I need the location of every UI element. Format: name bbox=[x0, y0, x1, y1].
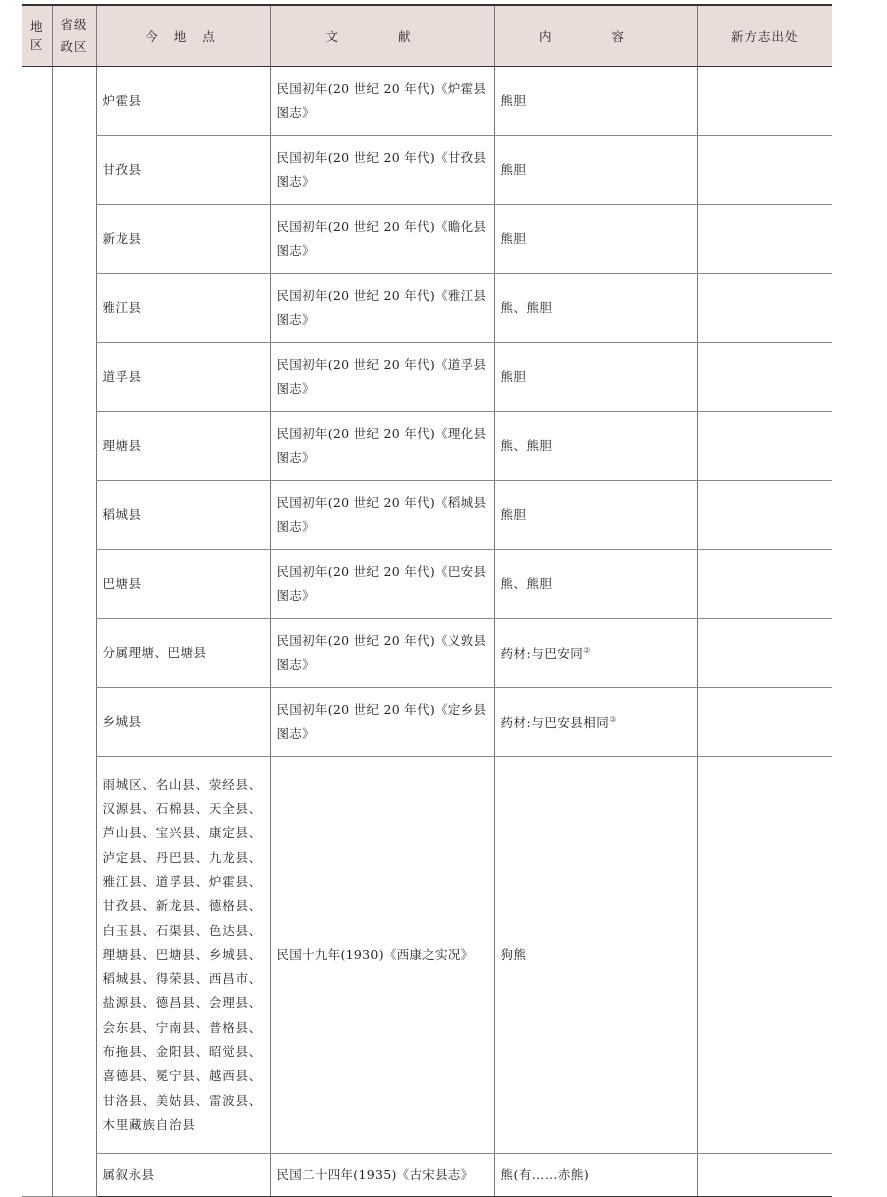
literature-cell: 民国初年(20 世纪 20 年代)《定乡县图志》 bbox=[270, 688, 494, 757]
place-line: 稻城县、得荣县、西昌市、 bbox=[102, 971, 263, 987]
header-place bbox=[96, 5, 270, 67]
region-cell bbox=[22, 67, 52, 1197]
header-region bbox=[22, 5, 52, 67]
content-cell bbox=[494, 274, 697, 343]
literature-cell: 民国初年(20 世纪 20 年代)《道孚县图志》 bbox=[270, 343, 494, 412]
header-literature bbox=[270, 5, 494, 67]
literature-cell: 民国初年(20 世纪 20 年代)《理化县图志》 bbox=[270, 412, 494, 481]
table-row bbox=[22, 1154, 832, 1197]
place-cell: 雅江县 bbox=[96, 274, 270, 343]
new-gazetteer-cell bbox=[697, 1154, 832, 1197]
literature-cell: 民国初年(20 世纪 20 年代)《雅江县图志》 bbox=[270, 274, 494, 343]
content-text: 药材:与巴安同 bbox=[500, 646, 584, 662]
content-text: 熊、熊胆 bbox=[500, 438, 553, 453]
header-content bbox=[494, 5, 697, 67]
content-cell bbox=[494, 619, 697, 688]
content-text: 熊胆 bbox=[500, 162, 527, 177]
place-line: 布拖县、金阳县、昭觉县、 bbox=[102, 1044, 263, 1060]
content-text: 熊胆 bbox=[500, 231, 527, 246]
table-row bbox=[22, 67, 832, 136]
literature-cell: 民国初年(20 世纪 20 年代)《巴安县图志》 bbox=[270, 550, 494, 619]
content-cell bbox=[494, 205, 697, 274]
place-line: 会东县、宁南县、普格县、 bbox=[102, 1019, 263, 1035]
place-line: 喜德县、冕宁县、越西县、 bbox=[102, 1068, 263, 1084]
gazetteer-table bbox=[22, 4, 832, 1197]
new-gazetteer-cell bbox=[697, 757, 832, 1154]
place-cell: 甘孜县 bbox=[96, 136, 270, 205]
content-text: 熊胆 bbox=[500, 369, 527, 384]
new-gazetteer-cell bbox=[697, 67, 832, 136]
place-cell: 新龙县 bbox=[96, 205, 270, 274]
content-cell bbox=[494, 481, 697, 550]
place-cell: 理塘县 bbox=[96, 412, 270, 481]
place-line: 雅江县、道孚县、炉霍县、 bbox=[102, 873, 263, 889]
table-row bbox=[22, 688, 832, 757]
content-text: 熊、熊胆 bbox=[500, 576, 553, 591]
place-line: 甘洛县、美姑县、雷波县、 bbox=[102, 1092, 263, 1108]
header-content-text: 内 容 bbox=[539, 28, 652, 44]
province-cell bbox=[52, 67, 96, 1197]
footnote-marker: ③ bbox=[609, 715, 617, 725]
literature-cell: 民国初年(20 世纪 20 年代)《义敦县图志》 bbox=[270, 619, 494, 688]
content-cell bbox=[494, 550, 697, 619]
new-gazetteer-cell bbox=[697, 481, 832, 550]
header-new-gazetteer-text: 新方志出处 bbox=[730, 28, 799, 44]
new-gazetteer-cell bbox=[697, 205, 832, 274]
header-province-line2: 政区 bbox=[60, 39, 88, 54]
new-gazetteer-cell bbox=[697, 412, 832, 481]
table-body bbox=[22, 67, 832, 1197]
content-cell bbox=[494, 67, 697, 136]
table-row bbox=[22, 412, 832, 481]
table-row bbox=[22, 274, 832, 343]
content-text: 熊胆 bbox=[500, 507, 527, 522]
header-literature-text: 文 献 bbox=[325, 28, 439, 44]
table-row bbox=[22, 757, 832, 1154]
header-region-line2: 区 bbox=[29, 37, 44, 52]
place-line: 白玉县、石渠县、色达县、 bbox=[102, 922, 263, 938]
new-gazetteer-cell bbox=[697, 343, 832, 412]
content-cell: 熊(有……赤熊) bbox=[494, 1154, 697, 1197]
header-region-line1: 地 bbox=[29, 19, 44, 34]
place-cell: 乡城县 bbox=[96, 688, 270, 757]
new-gazetteer-cell bbox=[697, 688, 832, 757]
header-province bbox=[52, 5, 96, 67]
table-row bbox=[22, 619, 832, 688]
literature-cell: 民国初年(20 世纪 20 年代)《甘孜县图志》 bbox=[270, 136, 494, 205]
literature-cell: 民国初年(20 世纪 20 年代)《炉霍县图志》 bbox=[270, 67, 494, 136]
place-list-cell bbox=[96, 757, 270, 1154]
new-gazetteer-cell bbox=[697, 136, 832, 205]
literature-cell: 民国十九年(1930)《西康之实况》 bbox=[270, 757, 494, 1154]
table-row bbox=[22, 481, 832, 550]
place-cell: 巴塘县 bbox=[96, 550, 270, 619]
place-line: 雨城区、名山县、荥经县、 bbox=[102, 776, 263, 792]
footnote-marker: ② bbox=[583, 646, 591, 656]
place-cell: 分属理塘、巴塘县 bbox=[96, 619, 270, 688]
content-cell bbox=[494, 136, 697, 205]
content-cell: 狗熊 bbox=[494, 757, 697, 1154]
header-place-text: 今 地 点 bbox=[145, 28, 221, 44]
place-line: 盐源县、德昌县、会理县、 bbox=[102, 995, 263, 1011]
new-gazetteer-cell bbox=[697, 550, 832, 619]
table-row bbox=[22, 343, 832, 412]
place-cell: 稻城县 bbox=[96, 481, 270, 550]
place-line: 汉源县、石棉县、天全县、 bbox=[102, 801, 263, 817]
place-line: 理塘县、巴塘县、乡城县、 bbox=[102, 946, 263, 962]
place-cell: 道孚县 bbox=[96, 343, 270, 412]
new-gazetteer-cell bbox=[697, 274, 832, 343]
place-line: 芦山县、宝兴县、康定县、 bbox=[102, 825, 263, 841]
content-text: 药材:与巴安县相同 bbox=[500, 715, 610, 731]
table-row bbox=[22, 550, 832, 619]
table-row bbox=[22, 205, 832, 274]
place-line: 泸定县、丹巴县、九龙县、 bbox=[102, 849, 263, 865]
content-cell bbox=[494, 688, 697, 757]
new-gazetteer-cell bbox=[697, 619, 832, 688]
table-header bbox=[22, 5, 832, 67]
header-province-line1: 省级 bbox=[60, 17, 88, 32]
literature-cell: 民国二十四年(1935)《古宋县志》 bbox=[270, 1154, 494, 1197]
place-cell: 炉霍县 bbox=[96, 67, 270, 136]
content-cell bbox=[494, 343, 697, 412]
content-text: 熊胆 bbox=[500, 93, 527, 108]
place-line: 甘孜县、新龙县、德格县、 bbox=[102, 898, 263, 914]
place-line: 木里藏族自治县 bbox=[102, 1116, 196, 1132]
header-new-gazetteer bbox=[697, 5, 832, 67]
table-row bbox=[22, 136, 832, 205]
literature-cell: 民国初年(20 世纪 20 年代)《稻城县图志》 bbox=[270, 481, 494, 550]
content-cell bbox=[494, 412, 697, 481]
literature-cell: 民国初年(20 世纪 20 年代)《瞻化县图志》 bbox=[270, 205, 494, 274]
place-cell: 属叙永县 bbox=[96, 1154, 270, 1197]
content-text: 熊、熊胆 bbox=[500, 300, 553, 315]
